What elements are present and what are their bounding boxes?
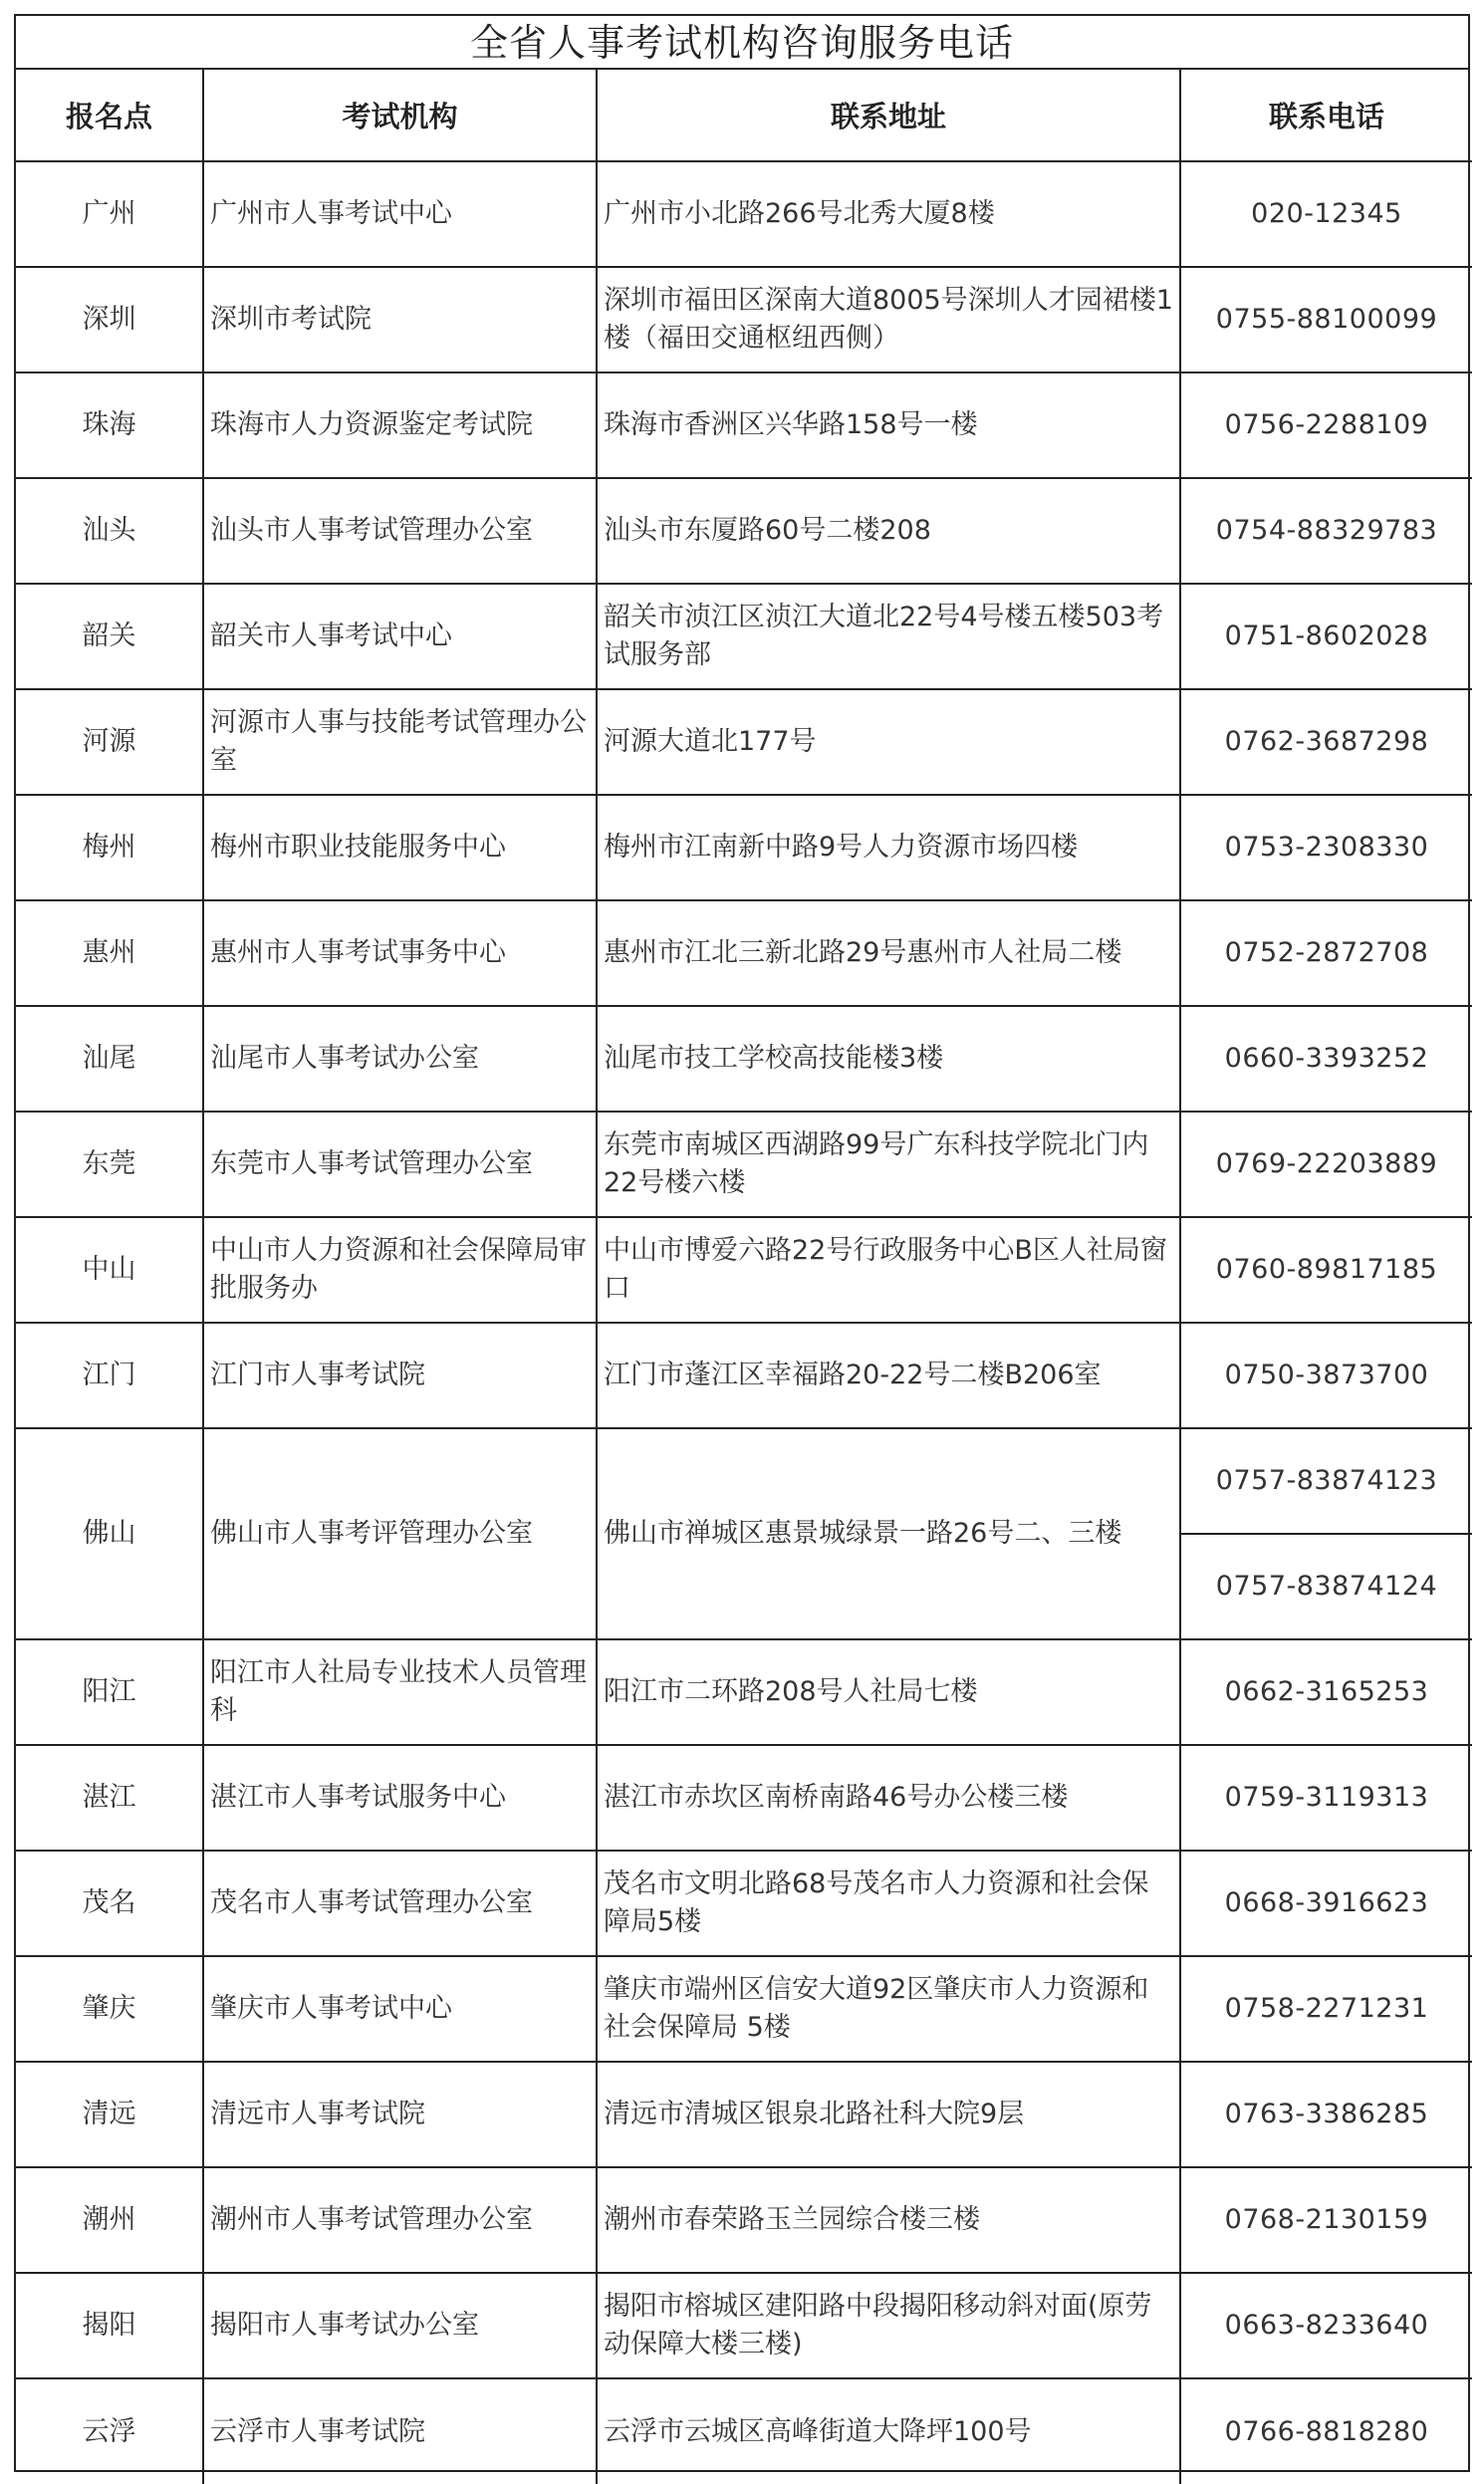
cell-site: 揭阳 — [16, 2273, 203, 2378]
cell-phone: 0756-2288109 — [1180, 373, 1472, 478]
page-title: 全省人事考试机构咨询服务电话 — [16, 16, 1468, 70]
table-row — [16, 373, 1472, 478]
cell-phone: 0753-2308330 — [1180, 795, 1472, 900]
cell-address: 肇庆市端州区信安大道92区肇庆市人力资源和社会保障局 5楼 — [597, 1956, 1180, 2062]
table-row — [16, 1006, 1472, 1112]
cell-address: 阳江市二环路208号人社局七楼 — [597, 1639, 1180, 1745]
cell-org: 江门市人事考试院 — [203, 1323, 597, 1428]
cell-phone: 0763-3386285 — [1180, 2062, 1472, 2167]
cell-site: 肇庆 — [16, 1956, 203, 2062]
table-row — [16, 2378, 1472, 2484]
header-site: 报名点 — [16, 70, 203, 161]
cell-org: 湛江市人事考试服务中心 — [203, 1745, 597, 1851]
cell-org: 茂名市人事考试管理办公室 — [203, 1851, 597, 1956]
table-row — [16, 1217, 1472, 1323]
cell-address: 梅州市江南新中路9号人力资源市场四楼 — [597, 795, 1180, 900]
cell-org: 梅州市职业技能服务中心 — [203, 795, 597, 900]
table-row — [16, 161, 1472, 267]
header-address: 联系地址 — [597, 70, 1180, 161]
cell-site: 深圳 — [16, 267, 203, 373]
table-row — [16, 267, 1472, 373]
table-row — [16, 1323, 1472, 1428]
cell-site: 云浮 — [16, 2378, 203, 2484]
cell-site: 惠州 — [16, 900, 203, 1006]
cell-phone: 0759-3119313 — [1180, 1745, 1472, 1851]
header-phone: 联系电话 — [1180, 70, 1472, 161]
cell-address: 河源大道北177号 — [597, 689, 1180, 795]
cell-phone: 0760-89817185 — [1180, 1217, 1472, 1323]
cell-phone: 0662-3165253 — [1180, 1639, 1472, 1745]
table-row — [16, 795, 1472, 900]
cell-phone: 0768-2130159 — [1180, 2167, 1472, 2273]
cell-site: 湛江 — [16, 1745, 203, 1851]
cell-org: 东莞市人事考试管理办公室 — [203, 1112, 597, 1217]
cell-address: 汕头市东厦路60号二楼208 — [597, 478, 1180, 584]
cell-phone: 0752-2872708 — [1180, 900, 1472, 1006]
cell-org: 广州市人事考试中心 — [203, 161, 597, 267]
table-row — [16, 900, 1472, 1006]
cell-address: 江门市蓬江区幸福路20-22号二楼B206室 — [597, 1323, 1180, 1428]
cell-site: 广州 — [16, 161, 203, 267]
cell-phone: 0766-8818280 — [1180, 2378, 1472, 2484]
table-row — [16, 2167, 1472, 2273]
table-row — [16, 1639, 1472, 1745]
cell-site: 清远 — [16, 2062, 203, 2167]
cell-org: 云浮市人事考试院 — [203, 2378, 597, 2484]
cell-site: 珠海 — [16, 373, 203, 478]
cell-phone: 0660-3393252 — [1180, 1006, 1472, 1112]
cell-org: 汕头市人事考试管理办公室 — [203, 478, 597, 584]
cell-org: 肇庆市人事考试中心 — [203, 1956, 597, 2062]
cell-org: 深圳市考试院 — [203, 267, 597, 373]
cell-address: 湛江市赤坎区南桥南路46号办公楼三楼 — [597, 1745, 1180, 1851]
cell-org: 韶关市人事考试中心 — [203, 584, 597, 689]
cell-phone: 020-12345 — [1180, 161, 1472, 267]
cell-address: 惠州市江北三新北路29号惠州市人社局二楼 — [597, 900, 1180, 1006]
header-org: 考试机构 — [203, 70, 597, 161]
cell-phone: 0668-3916623 — [1180, 1851, 1472, 1956]
cell-phone: 0758-2271231 — [1180, 1956, 1472, 2062]
cell-address: 汕尾市技工学校高技能楼3楼 — [597, 1006, 1180, 1112]
cell-site: 茂名 — [16, 1851, 203, 1956]
cell-phone: 0663-8233640 — [1180, 2273, 1472, 2378]
cell-org: 汕尾市人事考试办公室 — [203, 1006, 597, 1112]
cell-address: 广州市小北路266号北秀大厦8楼 — [597, 161, 1180, 267]
cell-site: 江门 — [16, 1323, 203, 1428]
cell-address: 东莞市南城区西湖路99号广东科技学院北门内22号楼六楼 — [597, 1112, 1180, 1217]
table-row — [16, 1956, 1472, 2062]
cell-address: 佛山市禅城区惠景城绿景一路26号二、三楼 — [597, 1428, 1180, 1639]
table-row — [16, 1112, 1472, 1217]
table-row — [16, 2062, 1472, 2167]
cell-address: 揭阳市榕城区建阳路中段揭阳移动斜对面(原劳动保障大楼三楼) — [597, 2273, 1180, 2378]
cell-address: 潮州市春荣路玉兰园综合楼三楼 — [597, 2167, 1180, 2273]
cell-site: 汕头 — [16, 478, 203, 584]
cell-phone: 0751-8602028 — [1180, 584, 1472, 689]
cell-address: 深圳市福田区深南大道8005号深圳人才园裙楼1楼（福田交通枢纽西侧） — [597, 267, 1180, 373]
cell-org: 河源市人事与技能考试管理办公室 — [203, 689, 597, 795]
cell-site: 梅州 — [16, 795, 203, 900]
table-row — [16, 1428, 1472, 1534]
contact-table-sheet — [14, 14, 1470, 2472]
cell-org: 清远市人事考试院 — [203, 2062, 597, 2167]
cell-org: 珠海市人力资源鉴定考试院 — [203, 373, 597, 478]
cell-org: 佛山市人事考评管理办公室 — [203, 1428, 597, 1639]
cell-phone: 0755-88100099 — [1180, 267, 1472, 373]
cell-site: 东莞 — [16, 1112, 203, 1217]
cell-org: 揭阳市人事考试办公室 — [203, 2273, 597, 2378]
cell-phone: 0750-3873700 — [1180, 1323, 1472, 1428]
cell-address: 云浮市云城区高峰街道大降坪100号 — [597, 2378, 1180, 2484]
table-row — [16, 478, 1472, 584]
cell-address: 韶关市浈江区浈江大道北22号4号楼五楼503考试服务部 — [597, 584, 1180, 689]
contact-table — [16, 70, 1472, 2484]
cell-site: 中山 — [16, 1217, 203, 1323]
cell-org: 中山市人力资源和社会保障局审批服务办 — [203, 1217, 597, 1323]
table-row — [16, 1851, 1472, 1956]
cell-phone: 0754-88329783 — [1180, 478, 1472, 584]
cell-site: 汕尾 — [16, 1006, 203, 1112]
cell-site: 河源 — [16, 689, 203, 795]
header-row — [16, 70, 1472, 161]
table-row — [16, 2273, 1472, 2378]
cell-phone: 0757-83874124 — [1180, 1534, 1472, 1639]
cell-phone: 0769-22203889 — [1180, 1112, 1472, 1217]
cell-address: 珠海市香洲区兴华路158号一楼 — [597, 373, 1180, 478]
cell-org: 潮州市人事考试管理办公室 — [203, 2167, 597, 2273]
cell-site: 佛山 — [16, 1428, 203, 1639]
cell-org: 阳江市人社局专业技术人员管理科 — [203, 1639, 597, 1745]
table-row — [16, 1745, 1472, 1851]
cell-address: 茂名市文明北路68号茂名市人力资源和社会保障局5楼 — [597, 1851, 1180, 1956]
cell-site: 阳江 — [16, 1639, 203, 1745]
cell-site: 潮州 — [16, 2167, 203, 2273]
cell-site: 韶关 — [16, 584, 203, 689]
cell-phone: 0757-83874123 — [1180, 1428, 1472, 1534]
table-row — [16, 584, 1472, 689]
cell-phone: 0762-3687298 — [1180, 689, 1472, 795]
table-row — [16, 689, 1472, 795]
cell-address: 中山市博爱六路22号行政服务中心B区人社局窗口 — [597, 1217, 1180, 1323]
cell-org: 惠州市人事考试事务中心 — [203, 900, 597, 1006]
cell-address: 清远市清城区银泉北路社科大院9层 — [597, 2062, 1180, 2167]
